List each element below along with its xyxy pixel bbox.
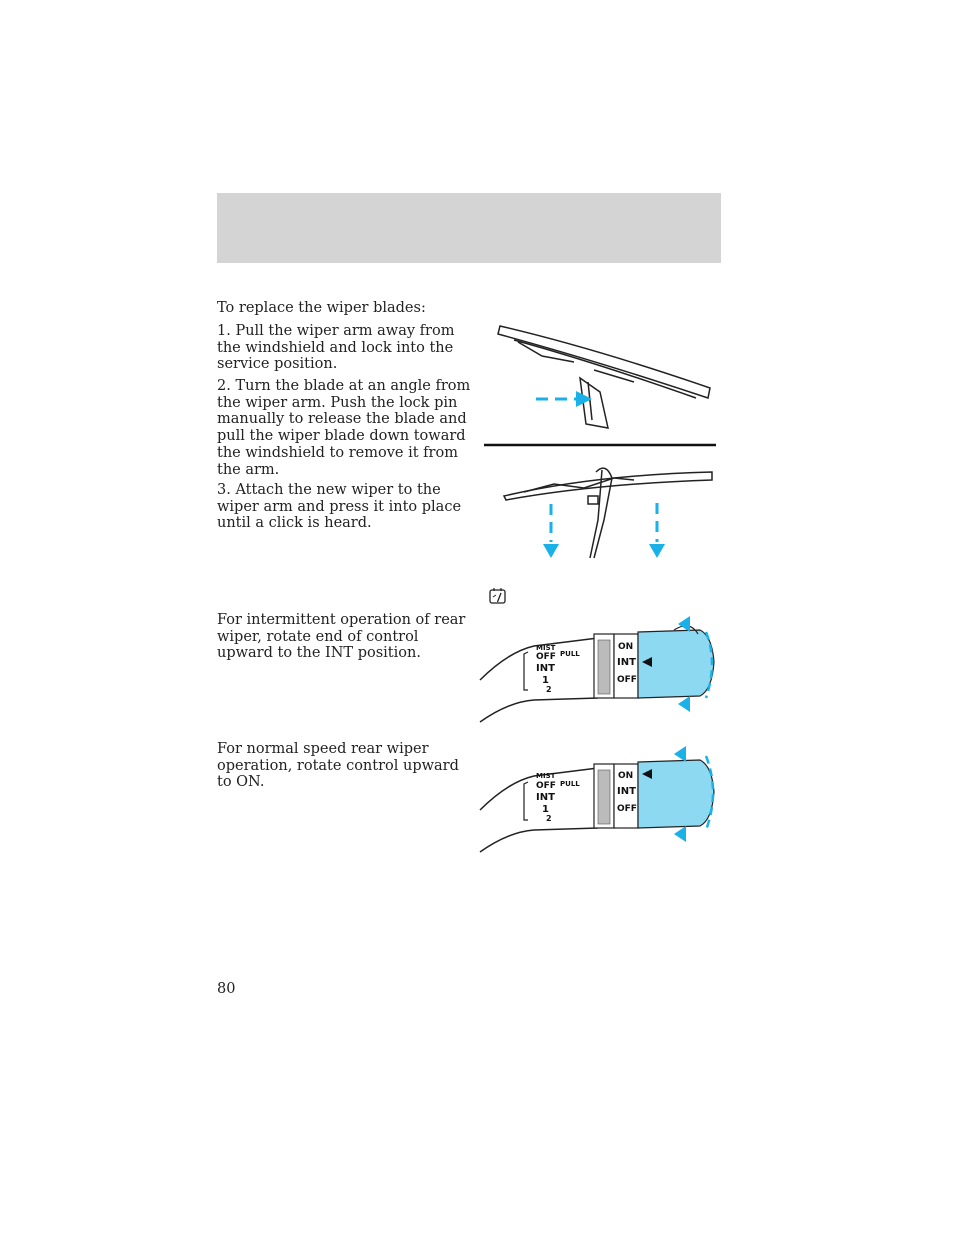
step-3: 3. Attach the new wiper to the wiper arm and press it into place until a click is heard. (217, 482, 462, 532)
label-rear-int: INT (617, 786, 636, 797)
label-1: 1 (542, 804, 549, 815)
label-1: 1 (542, 675, 549, 686)
label-mist: MIST (536, 772, 556, 780)
step-1: 1. Pull the wiper arm away from the windshield and lock into the service position. (217, 323, 455, 373)
label-pull: PULL (560, 780, 580, 788)
step-2: 2. Turn the blade at an angle from the wiper arm. Push the lock pin manually to release the blade and pull the wiper blade down toward the windshield to remove it from the arm. (217, 378, 471, 478)
rear-wiper-icon (487, 585, 509, 607)
label-rear-on: ON (618, 771, 634, 781)
label-off: OFF (536, 781, 556, 791)
section-header-band (217, 193, 721, 263)
label-off: OFF (536, 652, 556, 662)
label-int: INT (536, 663, 555, 674)
page-number: 80 (217, 981, 236, 997)
label-rear-off: OFF (617, 675, 637, 685)
normal-text: For normal speed rear wiper operation, rotate control upward to ON. (217, 741, 459, 791)
arrow-icon (543, 503, 665, 558)
label-rear-int: INT (617, 657, 636, 668)
label-int: INT (536, 792, 555, 803)
stalk-figure-int (478, 612, 722, 727)
label-rear-off: OFF (617, 804, 637, 814)
label-pull: PULL (560, 650, 580, 658)
intro-text: To replace the wiper blades: (217, 300, 426, 316)
label-rear-on: ON (618, 642, 634, 652)
wiper-blade-figure (484, 320, 716, 560)
label-2: 2 (546, 685, 552, 694)
label-mist: MIST (536, 644, 556, 652)
stalk-figure-on (478, 742, 722, 857)
label-2: 2 (546, 814, 552, 823)
intermittent-text: For intermittent operation of rear wiper, rotate end of control upward to the INT position. (217, 612, 466, 662)
